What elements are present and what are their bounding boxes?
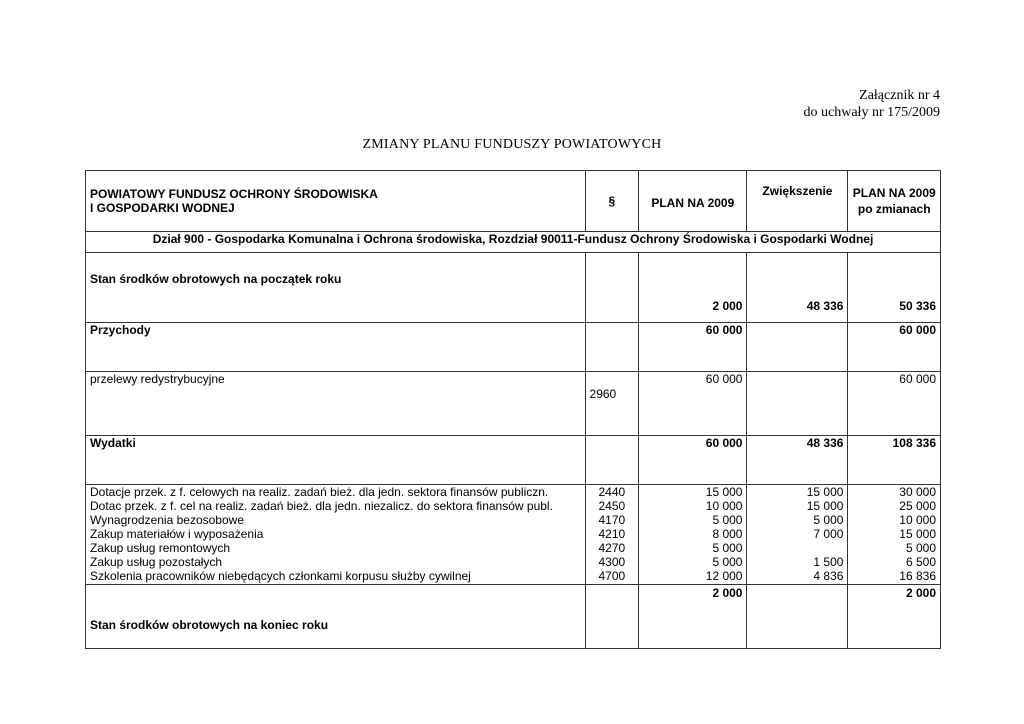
fund-plan-table	[85, 170, 941, 649]
expenses-plan: 60 000	[639, 436, 747, 485]
table-row-income	[86, 323, 941, 372]
detail-afters	[848, 485, 941, 585]
detail-paragraph: 2450	[598, 499, 626, 513]
transfers-increase	[747, 372, 848, 436]
detail-increase: 1 500	[813, 555, 844, 569]
expenses-label: Wydatki	[86, 436, 586, 485]
detail-plan: 10 000	[705, 499, 743, 513]
section-row	[86, 232, 941, 253]
income-plan: 60 000	[639, 323, 747, 372]
detail-paragraph: 4700	[598, 569, 626, 583]
table-row-end-balance	[86, 585, 941, 649]
annex-number: Załącznik nr 4	[859, 88, 940, 103]
end-balance-paragraph	[585, 585, 639, 649]
income-label: Przychody	[86, 323, 586, 372]
detail-after: 5 000	[905, 541, 936, 555]
transfers-paragraph: 2960	[585, 372, 639, 436]
transfers-plan: 60 000	[639, 372, 747, 436]
income-after: 60 000	[848, 323, 941, 372]
end-balance-label: Stan środków obrotowych na koniec roku	[86, 585, 586, 649]
table-row-expense-details	[86, 485, 941, 585]
detail-plan: 8 000	[712, 527, 743, 541]
detail-plan: 5 000	[712, 513, 743, 527]
detail-paragraph: 4170	[598, 513, 626, 527]
detail-increase: 7 000	[813, 527, 844, 541]
header-plan-after-line1: PLAN NA 2009	[852, 186, 936, 200]
income-increase	[747, 323, 848, 372]
detail-plan: 5 000	[712, 541, 743, 555]
end-balance-increase	[747, 585, 848, 649]
detail-increase	[751, 541, 843, 555]
header-plan-after	[848, 171, 941, 232]
header-plan-after-line2: po zmianach	[857, 202, 931, 216]
expenses-after: 108 336	[848, 436, 941, 485]
end-balance-after: 2 000	[848, 585, 941, 649]
detail-label: Szkolenia pracowników niebędących członkami korpusu służby cywilnej	[90, 569, 471, 583]
header-fund-line2: I GOSPODARKI WODNEJ	[90, 201, 235, 215]
detail-label: Zakup usług remontowych	[90, 541, 231, 555]
header-paragraph: §	[585, 171, 639, 232]
detail-increases	[747, 485, 848, 585]
start-balance-after: 50 336	[848, 253, 941, 323]
detail-plan: 5 000	[712, 555, 743, 569]
transfers-label: przelewy redystrybucyjne	[86, 372, 586, 436]
end-balance-plan: 2 000	[639, 585, 747, 649]
header-increase: Zwiększenie	[747, 171, 848, 232]
detail-increase: 4 836	[813, 569, 844, 583]
detail-paragraphs	[585, 485, 639, 585]
detail-label: Wynagrodzenia bezosobowe	[90, 513, 244, 527]
detail-label: Dotacje przek. z f. celowych na realiz. zadań bież. dla jedn. sektora finansów publiczn.	[90, 485, 549, 499]
detail-increase: 5 000	[813, 513, 844, 527]
start-balance-plan: 2 000	[639, 253, 747, 323]
detail-plan: 15 000	[705, 485, 743, 499]
transfers-after: 60 000	[848, 372, 941, 436]
header-fund-name	[86, 171, 586, 232]
detail-plans	[639, 485, 747, 585]
detail-labels	[86, 485, 586, 585]
header-plan: PLAN NA 2009	[639, 171, 747, 232]
detail-increase: 15 000	[806, 485, 844, 499]
detail-label: Zakup usług pozostałych	[90, 555, 223, 569]
detail-after: 15 000	[899, 527, 936, 541]
detail-plan: 12 000	[705, 569, 743, 583]
section-title: Dział 900 - Gospodarka Komunalna i Ochrona środowiska, Rozdział 90011-Fundusz Ochrony Środowiska i Gospodarki Wodnej	[86, 232, 941, 253]
header-fund-line1: POWIATOWY FUNDUSZ OCHRONY ŚRODOWISKA	[90, 187, 378, 201]
income-paragraph	[585, 323, 639, 372]
detail-after: 10 000	[899, 513, 936, 527]
table-row-start-balance	[86, 253, 941, 323]
table-row-expenses	[86, 436, 941, 485]
expenses-increase: 48 336	[747, 436, 848, 485]
table-row-transfers	[86, 372, 941, 436]
detail-after: 30 000	[899, 485, 936, 499]
detail-label: Dotac przek. z f. cel na realiz. zadań bież. dla jedn. niezalicz. do sektora finansów publ.	[90, 499, 553, 513]
detail-label: Zakup materiałów i wyposażenia	[90, 527, 264, 541]
detail-after: 16 836	[899, 569, 936, 583]
document-title: ZMIANY PLANU FUNDUSZY POWIATOWYCH	[362, 137, 662, 152]
detail-paragraph: 4300	[598, 555, 626, 569]
start-balance-label: Stan środków obrotowych na początek roku	[86, 253, 586, 323]
detail-increase: 15 000	[806, 499, 844, 513]
expenses-paragraph	[585, 436, 639, 485]
detail-after: 6 500	[905, 555, 936, 569]
start-balance-increase: 48 336	[747, 253, 848, 323]
detail-paragraph: 4210	[598, 527, 626, 541]
detail-paragraph: 4270	[598, 541, 626, 555]
resolution-number: do uchwały nr 175/2009	[803, 105, 940, 120]
start-balance-paragraph	[585, 253, 639, 323]
annex-reference	[790, 87, 940, 121]
table-header-row	[86, 171, 941, 232]
detail-after: 25 000	[899, 499, 936, 513]
detail-paragraph: 2440	[598, 485, 626, 499]
